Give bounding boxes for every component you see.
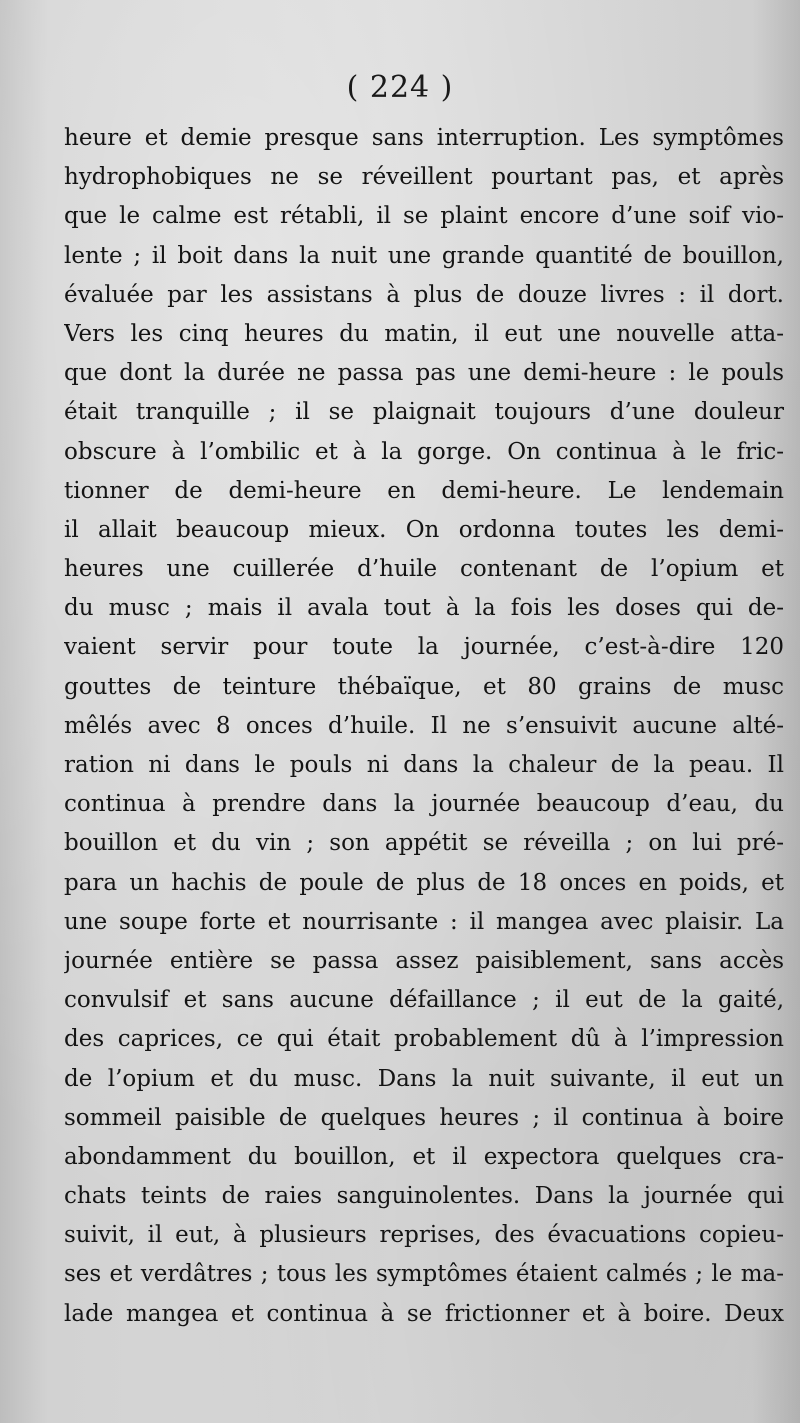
text-line: ses et verdâtres ; tous les symptômes étaient calmés ; le ma- xyxy=(64,1261,784,1288)
text-line: du musc ; mais il avala tout à la fois les doses qui de- xyxy=(64,595,784,622)
text-line: de l’opium et du musc. Dans la nuit suivante, il eut un xyxy=(64,1065,784,1092)
text-line: Vers les cinq heures du matin, il eut une nouvelle atta- xyxy=(64,320,784,347)
text-line: lente ; il boit dans la nuit une grande quantité de bouillon, xyxy=(64,242,784,269)
text-line: obscure à l’ombilic et à la gorge. On continua à le fric- xyxy=(64,438,784,465)
text-line: suivit, il eut, à plusieurs reprises, des évacuations copieu- xyxy=(64,1222,784,1249)
text-line: heure et demie presque sans interruption. Les symptômes xyxy=(64,125,784,151)
text-line: abondamment du bouillon, et il expectora quelques cra- xyxy=(64,1143,784,1170)
page-number: ( 224 ) xyxy=(346,70,454,105)
text-line: sommeil paisible de quelques heures ; il continua à boire xyxy=(64,1104,784,1131)
text-line: évaluée par les assistans à plus de douze livres : il dort. xyxy=(64,281,784,308)
text-line: tionner de demi-heure en demi-heure. Le lendemain xyxy=(64,477,784,504)
text-line: journée entière se passa assez paisiblement, sans accès xyxy=(64,947,784,974)
text-line: que dont la durée ne passa pas une demi-heure : le pouls xyxy=(64,360,784,387)
text-line: était tranquille ; il se plaignait toujours d’une douleur xyxy=(64,399,784,426)
text-line: des caprices, ce qui était probablement dû à l’impression xyxy=(64,1026,784,1053)
text-line: gouttes de teinture thébaïque, et 80 grains de musc xyxy=(64,673,784,700)
text-line: que le calme est rétabli, il se plaint encore d’une soif vio- xyxy=(64,203,784,230)
text-line: vaient servir pour toute la journée, c’est-à-dire 120 xyxy=(64,634,784,661)
text-line: il allait beaucoup mieux. On ordonna toutes les demi- xyxy=(64,516,784,543)
text-line: une soupe forte et nourrisante : il mangea avec plaisir. La xyxy=(64,908,784,935)
text-line: heures une cuillerée d’huile contenant de l’opium et xyxy=(64,556,784,583)
body-text xyxy=(64,119,784,1334)
text-line: hydrophobiques ne se réveillent pourtant pas, et après xyxy=(64,164,784,191)
text-line: convulsif et sans aucune défaillance ; il eut de la gaité, xyxy=(64,987,784,1014)
text-line: continua à prendre dans la journée beaucoup d’eau, du xyxy=(64,791,784,818)
text-line: chats teints de raies sanguinolentes. Dans la journée qui xyxy=(64,1183,784,1210)
text-line: lade mangea et continua à se frictionner et à boire. Deux xyxy=(64,1300,784,1327)
text-line: para un hachis de poule de plus de 18 onces en poids, et xyxy=(64,869,784,896)
text-line: mêlés avec 8 onces d’huile. Il ne s’ensuivit aucune alté- xyxy=(64,712,784,739)
text-line: bouillon et du vin ; son appétit se réveilla ; on lui pré- xyxy=(64,830,784,857)
text-line: ration ni dans le pouls ni dans la chaleur de la peau. Il xyxy=(64,752,784,778)
